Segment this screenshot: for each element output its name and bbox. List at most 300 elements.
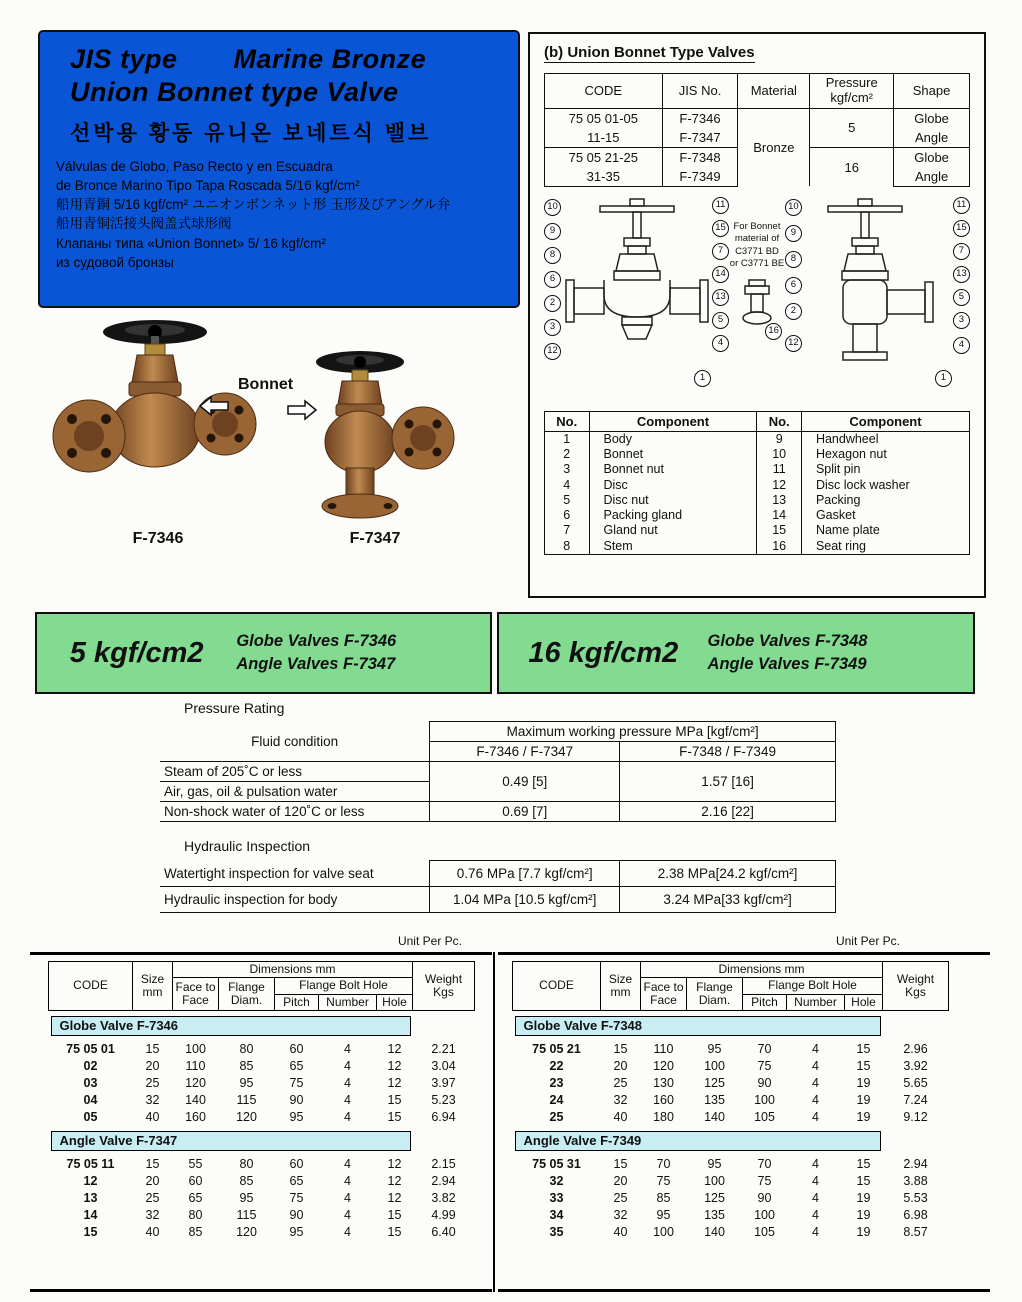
table-row xyxy=(160,887,836,913)
table-cell: 125 xyxy=(704,1190,725,1205)
section-title-angle-f7347: Angle Valve F-7347 xyxy=(51,1131,411,1151)
table-cell: 110 xyxy=(185,1058,206,1073)
col-header-hole: Hole xyxy=(845,994,883,1010)
pressure-value: 1.57 [16] xyxy=(620,762,836,802)
table-cell: 140 xyxy=(185,1092,206,1107)
jis-cell: F-7346 xyxy=(662,108,738,128)
table-row xyxy=(513,1058,949,1075)
table-cell: 15 xyxy=(613,1156,628,1171)
table-cell: 2.94 xyxy=(903,1156,928,1171)
table-cell: 7.24 xyxy=(903,1092,928,1107)
table-cell: 15 xyxy=(856,1041,871,1056)
table-cell: 100 xyxy=(704,1058,725,1073)
table-cell: 14 xyxy=(83,1207,98,1222)
col-header-number: Number xyxy=(787,994,845,1010)
title-korean: 선박용 황동 유니온 보네트식 밸브 xyxy=(70,122,432,145)
table-row xyxy=(49,1224,475,1241)
table-row xyxy=(513,1156,949,1173)
table-cell: 120 xyxy=(236,1224,257,1239)
table-cell: 4 xyxy=(344,1207,351,1222)
col-header-number: Number xyxy=(319,994,377,1010)
table-cell: 105 xyxy=(754,1109,775,1124)
hydraulic-inspection-table xyxy=(160,860,836,913)
table-row xyxy=(513,1109,949,1126)
table-cell: 25 xyxy=(145,1075,160,1090)
pressure-value: 0.49 [5] xyxy=(430,762,620,802)
table-cell: 70 xyxy=(656,1156,671,1171)
table-cell: 85 xyxy=(656,1190,671,1205)
table-cell: 55 xyxy=(188,1156,203,1171)
title-jis-type: JIS type xyxy=(70,44,178,74)
table-row xyxy=(160,722,836,742)
table-cell: 6.94 xyxy=(431,1109,456,1124)
table-cell: Body xyxy=(589,431,757,447)
col-header-flange-diam: Flange Diam. xyxy=(219,978,275,1011)
col-header-weight: Weight Kgs xyxy=(413,962,475,1011)
dimension-table xyxy=(512,961,949,1241)
callout-number: 10 xyxy=(544,199,561,216)
banner-valve-list xyxy=(236,630,396,676)
callout-number: 12 xyxy=(544,343,561,360)
table-cell: 03 xyxy=(83,1075,98,1090)
col-header-pitch: Pitch xyxy=(275,994,319,1010)
section-bar-row xyxy=(49,1011,475,1041)
table-cell: 4 xyxy=(812,1173,819,1188)
table-cell: 15 xyxy=(757,523,802,538)
table-cell: 90 xyxy=(289,1092,304,1107)
table-cell: 34 xyxy=(549,1207,564,1222)
table-row xyxy=(49,1207,475,1224)
callout-number: 7 xyxy=(953,243,970,260)
table-cell: 20 xyxy=(613,1058,628,1073)
table-cell: 5.53 xyxy=(903,1190,928,1205)
col-header-shape: Shape xyxy=(894,74,970,109)
desc-line: 船用青铜活接头阀盖式球形阀 xyxy=(56,216,232,232)
table-cell: 05 xyxy=(83,1109,98,1124)
shape-cell: Angle xyxy=(894,167,970,187)
table-cell: Packing xyxy=(801,493,969,508)
unit-per-pc-label: Unit Per Pc. xyxy=(835,934,900,948)
table-cell: 70 xyxy=(757,1156,772,1171)
jis-cell: F-7348 xyxy=(662,147,738,167)
table-cell: 100 xyxy=(754,1207,775,1222)
table-cell: 12 xyxy=(387,1173,402,1188)
section-bar-row xyxy=(513,1011,949,1041)
col-header-dimensions: Dimensions mm xyxy=(173,962,413,978)
spec-header-row xyxy=(545,74,970,109)
bonnet-pointer-label: Bonnet xyxy=(238,376,294,393)
header-row xyxy=(49,962,475,978)
table-cell: 160 xyxy=(185,1109,206,1124)
table-cell: 32 xyxy=(613,1207,628,1222)
table-cell: 25 xyxy=(613,1075,628,1090)
callout-number: 8 xyxy=(544,247,561,264)
inspection-row-label: Watertight inspection for valve seat xyxy=(160,861,430,887)
callout-number: 2 xyxy=(785,303,802,320)
table-row xyxy=(49,1075,475,1092)
table-cell: 180 xyxy=(653,1109,674,1124)
pressure-value: 2.16 [22] xyxy=(620,802,836,822)
callout-number: 15 xyxy=(712,220,729,237)
table-row xyxy=(160,861,836,887)
col-header-code: CODE xyxy=(513,962,601,1011)
table-cell: 6.40 xyxy=(431,1224,456,1239)
table-cell: 12 xyxy=(387,1190,402,1205)
table-cell: 75 xyxy=(656,1173,671,1188)
table-cell: 75 xyxy=(289,1075,304,1090)
table-cell: 75 05 01 xyxy=(66,1041,115,1056)
table-cell: Gasket xyxy=(801,508,969,523)
pressure-cell: 16 xyxy=(810,147,894,186)
fluid-row-label: Steam of 205˚C or less xyxy=(160,762,430,782)
title-line-1 xyxy=(70,44,504,75)
table-cell: 12 xyxy=(387,1058,402,1073)
table-cell: Split pin xyxy=(801,462,969,477)
table-cell: 3.97 xyxy=(431,1075,456,1090)
section-bar-cell xyxy=(513,1011,883,1041)
valve-spec-table xyxy=(544,73,970,187)
product-photos xyxy=(40,306,520,598)
table-cell: 95 xyxy=(239,1075,254,1090)
table-cell: Seat ring xyxy=(801,539,969,555)
table-cell: 2 xyxy=(563,447,571,462)
table-cell: 95 xyxy=(707,1156,722,1171)
table-cell: 10 xyxy=(757,447,802,462)
table-cell: 60 xyxy=(188,1173,203,1188)
banner-pressure-value: 16 kgf/cm2 xyxy=(528,636,679,669)
table-cell: 100 xyxy=(653,1224,674,1239)
bonnet-inset-drawing xyxy=(737,278,777,328)
table-cell: 100 xyxy=(754,1092,775,1107)
code-cell: 75 05 21-25 xyxy=(545,147,663,167)
table-row xyxy=(545,493,970,508)
cross-section-diagrams xyxy=(544,195,970,403)
desc-line: Válvulas de Globo, Paso Recto y en Escuadra xyxy=(56,159,333,174)
callout-number: 11 xyxy=(712,197,729,214)
model-label-f7347: F-7347 xyxy=(349,530,401,547)
callout-number: 1 xyxy=(694,370,711,387)
table-cell: 140 xyxy=(704,1224,725,1239)
table-row xyxy=(49,1190,475,1207)
table-cell: Bonnet nut xyxy=(589,462,757,477)
col-header-no: No. xyxy=(757,411,802,431)
callout-number: 13 xyxy=(712,289,729,306)
table-cell: 95 xyxy=(656,1207,671,1222)
table-cell: 85 xyxy=(239,1173,254,1188)
table-cell: 4 xyxy=(344,1224,351,1239)
inspection-value: 0.76 MPa [7.7 kgf/cm²] xyxy=(430,861,620,887)
table-row xyxy=(49,1092,475,1109)
col-header-jis: JIS No. xyxy=(662,74,738,109)
table-cell: 2.21 xyxy=(431,1041,456,1056)
callout-number: 9 xyxy=(544,223,561,240)
table-cell: 4 xyxy=(344,1156,351,1171)
table-cell: 75 xyxy=(289,1190,304,1205)
inspection-value: 3.24 MPa[33 kgf/cm²] xyxy=(620,887,836,913)
table-row xyxy=(545,462,970,477)
table-divider xyxy=(493,952,495,1292)
inspection-row-label: Hydraulic inspection for body xyxy=(160,887,430,913)
table-row xyxy=(513,1224,949,1241)
table-row xyxy=(160,802,836,822)
table-cell: 15 xyxy=(387,1224,402,1239)
table-cell: 4 xyxy=(812,1224,819,1239)
col-header-face-to-face: Face to Face xyxy=(641,978,687,1011)
table-row xyxy=(513,1075,949,1092)
shape-cell: Globe xyxy=(894,147,970,167)
col-header-f7346-f7347: F-7346 / F-7347 xyxy=(430,742,620,762)
table-cell: 75 xyxy=(757,1058,772,1073)
callout-number: 11 xyxy=(953,197,970,214)
table-cell: 20 xyxy=(613,1173,628,1188)
title-line-2: Union Bonnet type Valve xyxy=(70,77,399,107)
angle-valve-photo-f7347 xyxy=(280,342,470,528)
callout-number: 5 xyxy=(712,312,729,329)
table-cell: 4 xyxy=(344,1075,351,1090)
inspection-value: 2.38 MPa[24.2 kgf/cm²] xyxy=(620,861,836,887)
section-title-globe-f7346: Globe Valve F-7346 xyxy=(51,1016,411,1036)
table-cell: 40 xyxy=(613,1224,628,1239)
table-row xyxy=(49,1058,475,1075)
table-cell: 2.94 xyxy=(431,1173,456,1188)
pressure-header-line2: kgf/cm² xyxy=(830,89,874,105)
table-cell: 100 xyxy=(185,1041,206,1056)
table-cell: 8 xyxy=(563,538,571,553)
banner-pressure-value: 5 kgf/cm2 xyxy=(69,636,204,669)
table-row xyxy=(545,523,970,538)
table-cell: 16 xyxy=(757,539,802,555)
callout-number: 4 xyxy=(953,337,970,354)
unit-per-pc-label: Unit Per Pc. xyxy=(397,934,462,948)
note-line: material of xyxy=(734,233,780,245)
table-cell: 32 xyxy=(145,1207,160,1222)
table-cell: 6 xyxy=(563,508,571,523)
multilingual-description xyxy=(56,157,504,272)
col-header-flange-diam: Flange Diam. xyxy=(687,978,743,1011)
table-cell: 3.04 xyxy=(431,1058,456,1073)
table-cell: 15 xyxy=(145,1041,160,1056)
col-header-pitch: Pitch xyxy=(743,994,787,1010)
section-bar-row xyxy=(513,1126,949,1156)
table-cell: Disc xyxy=(589,478,757,493)
table-cell: 90 xyxy=(757,1190,772,1205)
callout-number: 15 xyxy=(953,220,970,237)
section-bar-cell xyxy=(49,1126,413,1156)
union-bonnet-spec-box xyxy=(528,32,986,598)
table-cell: 7 xyxy=(563,523,571,538)
dimension-table-f7346-f7347 xyxy=(30,952,492,1292)
callout-number: 1 xyxy=(935,370,952,387)
table-cell: 23 xyxy=(549,1075,564,1090)
table-cell: 35 xyxy=(549,1224,564,1239)
col-header-dimensions: Dimensions mm xyxy=(641,962,883,978)
col-header-component: Component xyxy=(801,411,969,431)
table-cell: 8.57 xyxy=(903,1224,928,1239)
table-cell: 80 xyxy=(188,1207,203,1222)
table-cell: 22 xyxy=(549,1058,564,1073)
table-cell: 60 xyxy=(289,1041,304,1056)
table-cell: 75 05 21 xyxy=(532,1041,581,1056)
desc-line: de Bronce Marino Tipo Tapa Roscada 5/16 kgf/cm² xyxy=(56,178,360,194)
table-cell: 90 xyxy=(289,1207,304,1222)
callout-number: 13 xyxy=(953,266,970,283)
callout-number: 7 xyxy=(712,243,729,260)
table-cell: 33 xyxy=(549,1190,564,1205)
table-cell: 4 xyxy=(812,1075,819,1090)
table-cell: 4 xyxy=(812,1041,819,1056)
table-cell: 14 xyxy=(757,508,802,523)
table-row xyxy=(160,762,836,782)
desc-line: Клапаны типа «Union Bonnet» 5/ 16 kgf/cm² xyxy=(56,235,326,251)
table-cell: 3 xyxy=(563,462,571,477)
globe-valve-photo-f7346 xyxy=(45,306,270,524)
col-header-hole: Hole xyxy=(377,994,413,1010)
callout-number: 2 xyxy=(544,295,561,312)
angle-valve-diagram xyxy=(785,195,970,400)
banner-line: Globe Valves F-7346 xyxy=(236,631,397,650)
table-cell: 4 xyxy=(812,1190,819,1205)
code-cell: 31-35 xyxy=(545,167,663,187)
col-header-flange-bolt-hole: Flange Bolt Hole xyxy=(275,978,413,994)
hydraulic-inspection-title: Hydraulic Inspection xyxy=(184,838,311,854)
fluid-row-label: Air, gas, oil & pulsation water xyxy=(160,782,430,802)
table-row xyxy=(545,539,970,555)
table-cell: 15 xyxy=(145,1156,160,1171)
table-cell: 4 xyxy=(812,1156,819,1171)
title-box xyxy=(38,30,520,308)
banner-line: Angle Valves F-7349 xyxy=(707,655,867,673)
table-cell: 120 xyxy=(236,1109,257,1124)
table-cell: 70 xyxy=(757,1041,772,1056)
table-cell: 12 xyxy=(757,478,802,493)
table-cell: 5 xyxy=(563,492,571,507)
callout-number: 9 xyxy=(785,225,802,242)
empty-cell xyxy=(883,1011,949,1041)
table-cell: Gland nut xyxy=(589,523,757,538)
table-cell: 80 xyxy=(239,1041,254,1056)
banner-16kgf xyxy=(497,612,975,694)
table-row xyxy=(513,1041,949,1058)
inspection-value: 1.04 MPa [10.5 kgf/cm²] xyxy=(430,887,620,913)
globe-valve-diagram xyxy=(544,195,729,400)
table-cell: 15 xyxy=(613,1041,628,1056)
callout-number: 4 xyxy=(712,335,729,352)
arrow-left-icon xyxy=(198,394,230,418)
table-cell: 95 xyxy=(707,1041,722,1056)
table-cell: 130 xyxy=(653,1075,674,1090)
table-cell: 25 xyxy=(145,1190,160,1205)
table-cell: 2.15 xyxy=(431,1156,456,1171)
callout-number: 6 xyxy=(544,271,561,288)
table-cell: 12 xyxy=(83,1173,98,1188)
table-cell: 19 xyxy=(856,1207,871,1222)
table-cell: 19 xyxy=(856,1190,871,1205)
table-cell: 19 xyxy=(856,1075,871,1090)
table-cell: 15 xyxy=(856,1058,871,1073)
table-cell: 75 05 31 xyxy=(532,1156,581,1171)
empty-cell xyxy=(413,1011,475,1041)
callout-number: 16 xyxy=(765,323,782,340)
table-cell: 13 xyxy=(757,493,802,508)
table-cell: 12 xyxy=(387,1041,402,1056)
shape-cell: Angle xyxy=(894,128,970,148)
fluid-condition-header: Fluid condition xyxy=(160,722,430,762)
col-header-size: Size mm xyxy=(133,962,173,1011)
table-row xyxy=(513,1173,949,1190)
title-marine-bronze: Marine Bronze xyxy=(233,44,427,74)
table-cell: 135 xyxy=(704,1207,725,1222)
table-cell: 25 xyxy=(613,1190,628,1205)
table-cell: 90 xyxy=(757,1075,772,1090)
table-cell: 15 xyxy=(387,1207,402,1222)
fluid-row-label: Non-shock water of 120˚C or less xyxy=(160,802,430,822)
table-row xyxy=(545,447,970,462)
table-cell: 5.65 xyxy=(903,1075,928,1090)
table-cell: 85 xyxy=(239,1058,254,1073)
table-cell: 12 xyxy=(387,1156,402,1171)
table-cell: 3.92 xyxy=(903,1058,928,1073)
note-line: C3771 BD xyxy=(735,245,779,257)
section-bar-row xyxy=(49,1126,475,1156)
banner-line: Globe Valves F-7348 xyxy=(707,631,868,650)
bonnet-material-note xyxy=(729,195,785,403)
table-cell: 20 xyxy=(145,1058,160,1073)
table-cell: Name plate xyxy=(801,523,969,538)
jis-cell: F-7349 xyxy=(662,167,738,187)
banner-5kgf xyxy=(35,612,492,694)
table-cell: 115 xyxy=(236,1207,257,1222)
col-header-no: No. xyxy=(545,411,590,431)
section-title-globe-f7348: Globe Valve F-7348 xyxy=(515,1016,881,1036)
table-cell: 95 xyxy=(289,1224,304,1239)
table-cell: 24 xyxy=(549,1092,564,1107)
callout-number: 14 xyxy=(712,266,729,283)
table-cell: 4 xyxy=(344,1190,351,1205)
pressure-value: 0.69 [7] xyxy=(430,802,620,822)
pressure-rating-section xyxy=(160,700,836,913)
col-header-pressure xyxy=(810,74,894,109)
table-cell: 4.99 xyxy=(431,1207,456,1222)
desc-line: 船用青銅 5/16 kgf/cm² ユニオンボンネット形 玉形及びアングル弁 xyxy=(56,197,451,213)
jis-cell: F-7347 xyxy=(662,128,738,148)
table-row xyxy=(545,478,970,493)
table-cell: 2.96 xyxy=(903,1041,928,1056)
pressure-rating-title: Pressure Rating xyxy=(184,700,285,716)
spec-row xyxy=(545,108,970,128)
table-cell: 12 xyxy=(387,1075,402,1090)
table-cell: 4 xyxy=(812,1092,819,1107)
shape-cell: Globe xyxy=(894,108,970,128)
table-cell: 15 xyxy=(387,1109,402,1124)
table-cell: 15 xyxy=(387,1092,402,1107)
table-cell: 125 xyxy=(704,1075,725,1090)
banner-valve-list xyxy=(708,630,868,676)
table-cell: 95 xyxy=(289,1109,304,1124)
table-cell: 65 xyxy=(289,1173,304,1188)
table-cell: 120 xyxy=(185,1075,206,1090)
table-cell: Packing gland xyxy=(589,508,757,523)
table-row xyxy=(49,1041,475,1058)
table-cell: 65 xyxy=(188,1190,203,1205)
section-bar-cell xyxy=(513,1126,883,1156)
table-cell: 32 xyxy=(613,1092,628,1107)
col-header-component: Component xyxy=(589,411,757,431)
table-cell: 5.23 xyxy=(431,1092,456,1107)
table-cell: 11 xyxy=(757,462,802,477)
desc-line: из судовой бронзы xyxy=(56,254,174,270)
table-row xyxy=(49,1109,475,1126)
angle-valve-drawing xyxy=(803,195,953,395)
